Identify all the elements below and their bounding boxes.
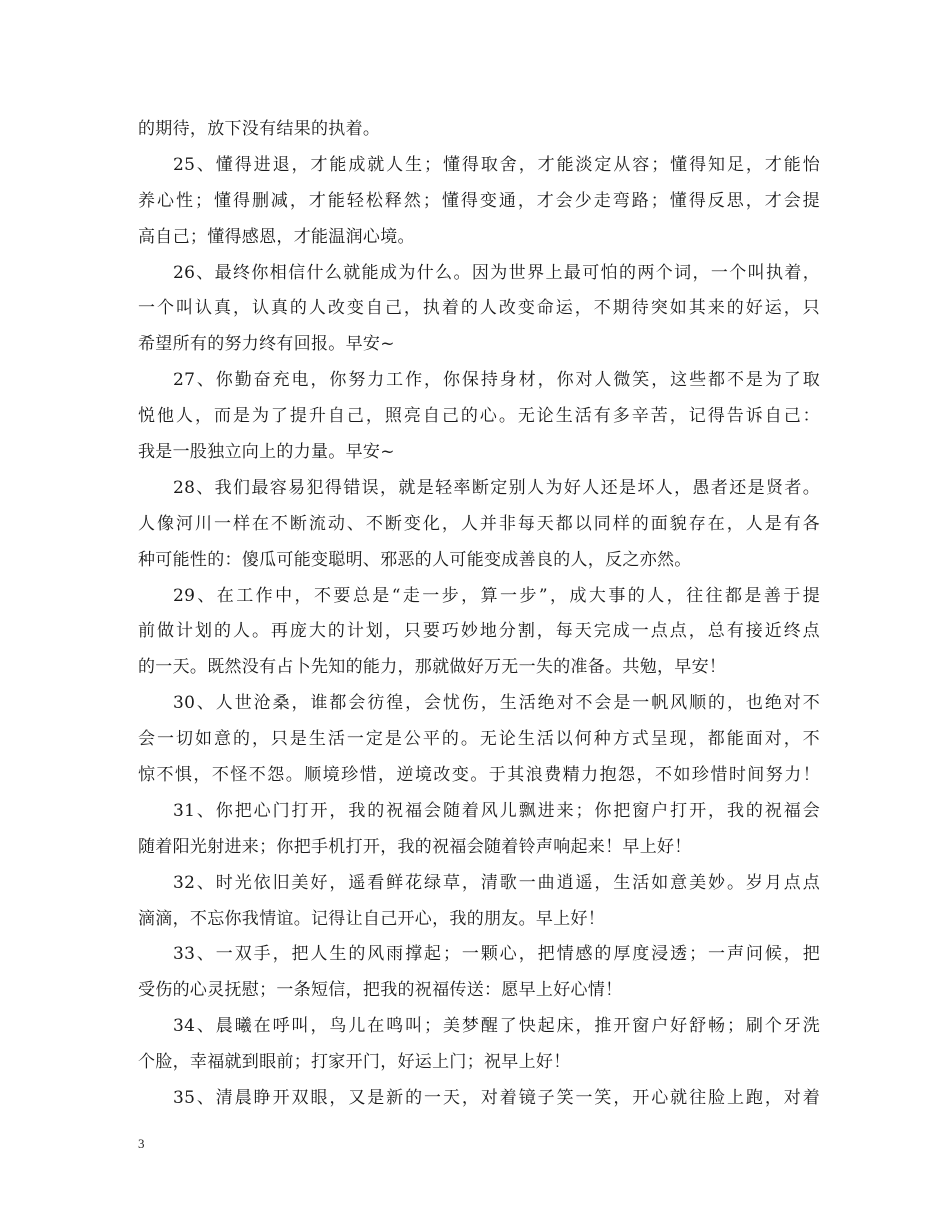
page-number: 3 xyxy=(138,1136,145,1151)
paragraph-25-line: 25、懂得进退，才能成就人生；懂得取舍，才能淡定从容；懂得知足，才能怡 xyxy=(173,154,820,175)
text-line: 随着阳光射进来；你把手机打开，我的祝福会随着铃声响起来！早上好！ xyxy=(138,836,692,857)
text-line: 一个叫认真，认真的人改变自己，执着的人改变命运，不期待突如其来的好运，只 xyxy=(138,298,820,319)
text-line: 希望所有的努力终有回报。早安~ xyxy=(138,334,395,355)
text-line: 种可能性的：傻瓜可能变聪明、邪恶的人可能变成善良的人，反之亦然。 xyxy=(138,549,692,570)
paragraph-28-line: 28、我们最容易犯得错误，就是轻率断定别人为好人还是坏人，愚者还是贤者。 xyxy=(173,477,820,498)
text-line: 人像河川一样在不断流动、不断变化，人并非每天都以同样的面貌存在，人是有各 xyxy=(138,513,820,534)
text-line: 惊不惧，不怪不怨。顺境珍惜，逆境改变。于其浪费精力抱怨，不如珍惜时间努力！ xyxy=(138,765,820,786)
text-line: 的一天。既然没有占卜先知的能力，那就做好万无一失的准备。共勉，早安！ xyxy=(138,657,727,678)
paragraph-35-line: 35、清晨睁开双眼，又是新的一天，对着镜子笑一笑，开心就往脸上跑，对着 xyxy=(173,1088,820,1109)
paragraph-26-line: 26、最终你相信什么就能成为什么。因为世界上最可怕的两个词，一个叫执着， xyxy=(173,262,820,283)
text-line: 个脸，幸福就到眼前；打家开门，好运上门；祝早上好！ xyxy=(138,1052,571,1073)
text-line: 滴滴，不忘你我情谊。记得让自己开心，我的朋友。早上好！ xyxy=(138,908,606,929)
paragraph-27-line: 27、你勤奋充电，你努力工作，你保持身材，你对人微笑，这些都不是为了取 xyxy=(173,370,820,391)
text-line: 悦他人，而是为了提升自己，照亮自己的心。无论生活有多辛苦，记得告诉自己： xyxy=(138,406,820,427)
text-line: 前做计划的人。再庞大的计划，只要巧妙地分割，每天完成一点点，总有接近终点 xyxy=(138,621,820,642)
text-line: 受伤的心灵抚慰；一条短信，把我的祝福传送：愿早上好心情！ xyxy=(138,980,623,1001)
text-line: 我是一股独立向上的力量。早安~ xyxy=(138,442,395,463)
paragraph-32-line: 32、时光依旧美好，遥看鲜花绿草，清歌一曲逍遥，生活如意美妙。岁月点点 xyxy=(173,872,820,893)
text-line: 高自己；懂得感恩，才能温润心境。 xyxy=(138,226,415,247)
page-body-text xyxy=(138,112,820,1117)
text-line: 的期待，放下没有结果的执着。 xyxy=(138,119,381,139)
paragraph-30-line: 30、人世沧桑，谁都会彷徨，会忧伤，生活绝对不会是一帆风顺的，也绝对不 xyxy=(173,693,820,714)
paragraph-34-line: 34、晨曦在呼叫，鸟儿在鸣叫；美梦醒了快起床，推开窗户好舒畅；刷个牙洗 xyxy=(173,1016,820,1037)
text-line: 养心性；懂得删减，才能轻松释然；懂得变通，才会少走弯路；懂得反思，才会提 xyxy=(138,190,820,211)
paragraph-31-line: 31、你把心门打开，我的祝福会随着风儿飘进来；你把窗户打开，我的祝福会 xyxy=(173,800,820,821)
text-line: 会一切如意的，只是生活一定是公平的。无论生活以何种方式呈现，都能面对，不 xyxy=(138,729,820,750)
paragraph-33-line: 33、一双手，把人生的风雨撑起；一颗心，把情感的厚度浸透；一声问候，把 xyxy=(173,944,820,965)
paragraph-29-line: 29、在工作中，不要总是“走一步，算一步”，成大事的人，往往都是善于提 xyxy=(173,585,820,606)
